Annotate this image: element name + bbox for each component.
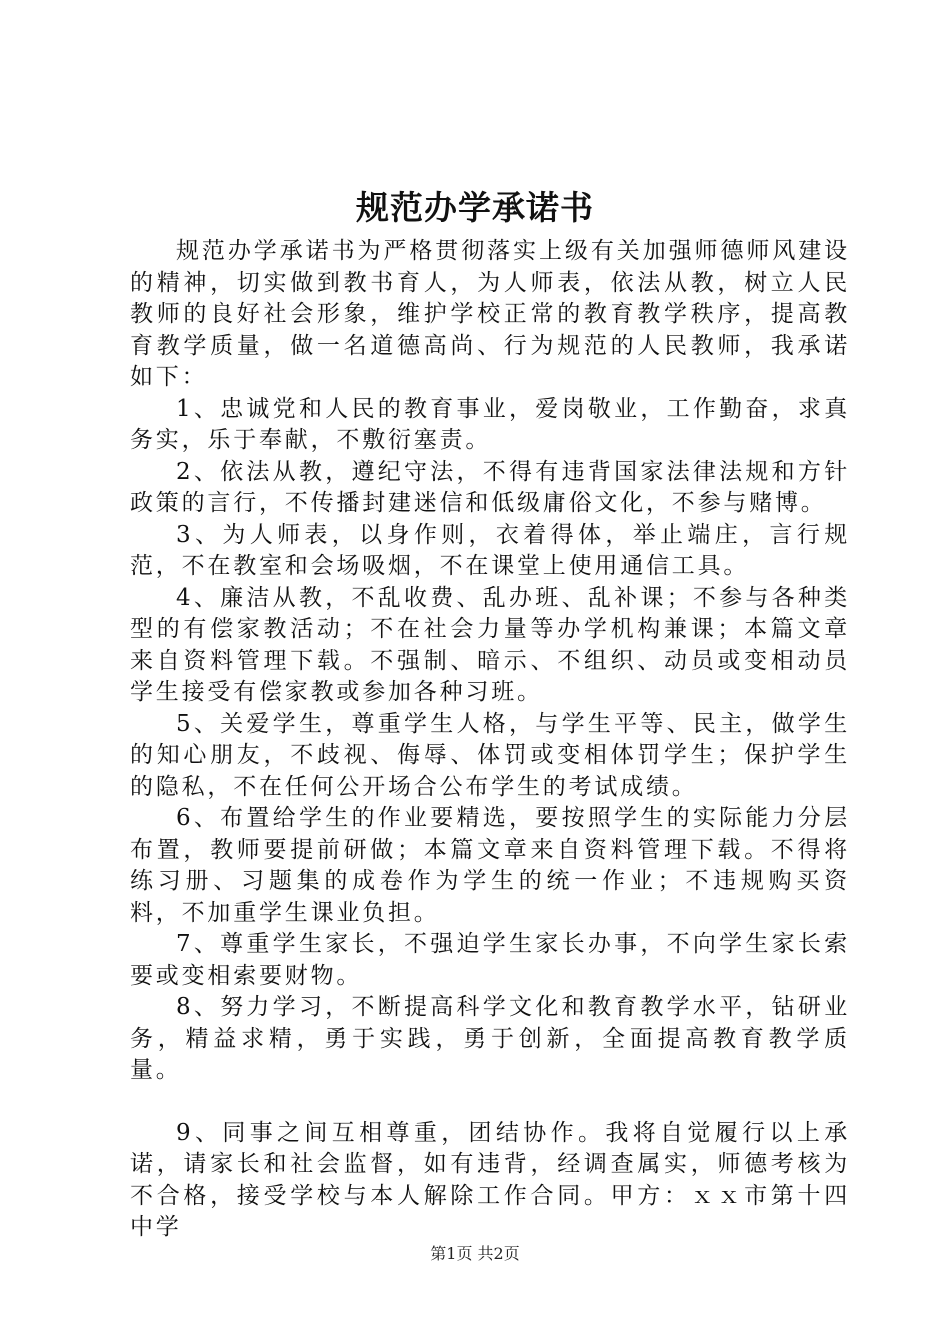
commitment-item-8: 8、努力学习，不断提高科学文化和教育教学水平，钻研业务，精益求精，勇于实践，勇于创新，全面提高教育教学质量。 — [130, 994, 850, 1083]
commitment-item-3: 3、为人师表，以身作则，衣着得体，举止端庄，言行规范，不在教室和会场吸烟，不在课堂上使用通信工具。 — [130, 521, 850, 579]
commitment-item-5: 5、关爱学生，尊重学生人格，与学生平等、民主，做学生的知心朋友，不歧视、侮辱、体罚或变相体罚学生；保护学生的隐私，不在任何公开场合公布学生的考试成绩。 — [130, 710, 850, 800]
document-title: 规范办学承诺书 — [356, 188, 594, 227]
page-number-footer: 第1页 共2页 — [430, 1244, 520, 1263]
commitment-item-1: 1、忠诚党和人民的教育事业，爱岗敬业，工作勤奋，求真务实，乐于奉献，不敷衍塞责。 — [130, 395, 850, 453]
commitment-item-4: 4、廉洁从教，不乱收费、乱办班、乱补课；不参与各种类型的有偿家教活动；不在社会力量等办学机构兼课；本篇文章来自资料管理下载。不强制、暗示、不组织、动员或变相动员学生接受有偿家教或参加各种习班。 — [130, 584, 850, 705]
commitment-item-6: 6、布置给学生的作业要精选，要按照学生的实际能力分层布置，教师要提前研做；本篇文章来自资料管理下载。不得将练习册、习题集的成卷作为学生的统一作业；不违规购买资料，不加重学生课业负担。 — [130, 805, 850, 926]
commitment-item-2: 2、依法从教，遵纪守法，不得有违背国家法律法规和方针政策的言行，不传播封建迷信和低级庸俗文化，不参与赌博。 — [130, 458, 850, 516]
document-body — [130, 236, 850, 1244]
intro-paragraph: 规范办学承诺书为严格贯彻落实上级有关加强师德师风建设的精神，切实做到教书育人，为人师表，依法从教，树立人民教师的良好社会形象，维护学校正常的教育教学秩序，提高教育教学质量，做一名道德高尚、行为规范的人民教师，我承诺如下： — [130, 238, 850, 390]
commitment-item-7: 7、尊重学生家长，不强迫学生家长办事，不向学生家长索要或变相索要财物。 — [130, 931, 850, 989]
commitment-item-9: 9、同事之间互相尊重，团结协作。我将自觉履行以上承诺，请家长和社会监督，如有违背，经调查属实，师德考核为不合格，接受学校与本人解除工作合同。甲方：ｘｘ市第十四中学 — [130, 1119, 850, 1240]
